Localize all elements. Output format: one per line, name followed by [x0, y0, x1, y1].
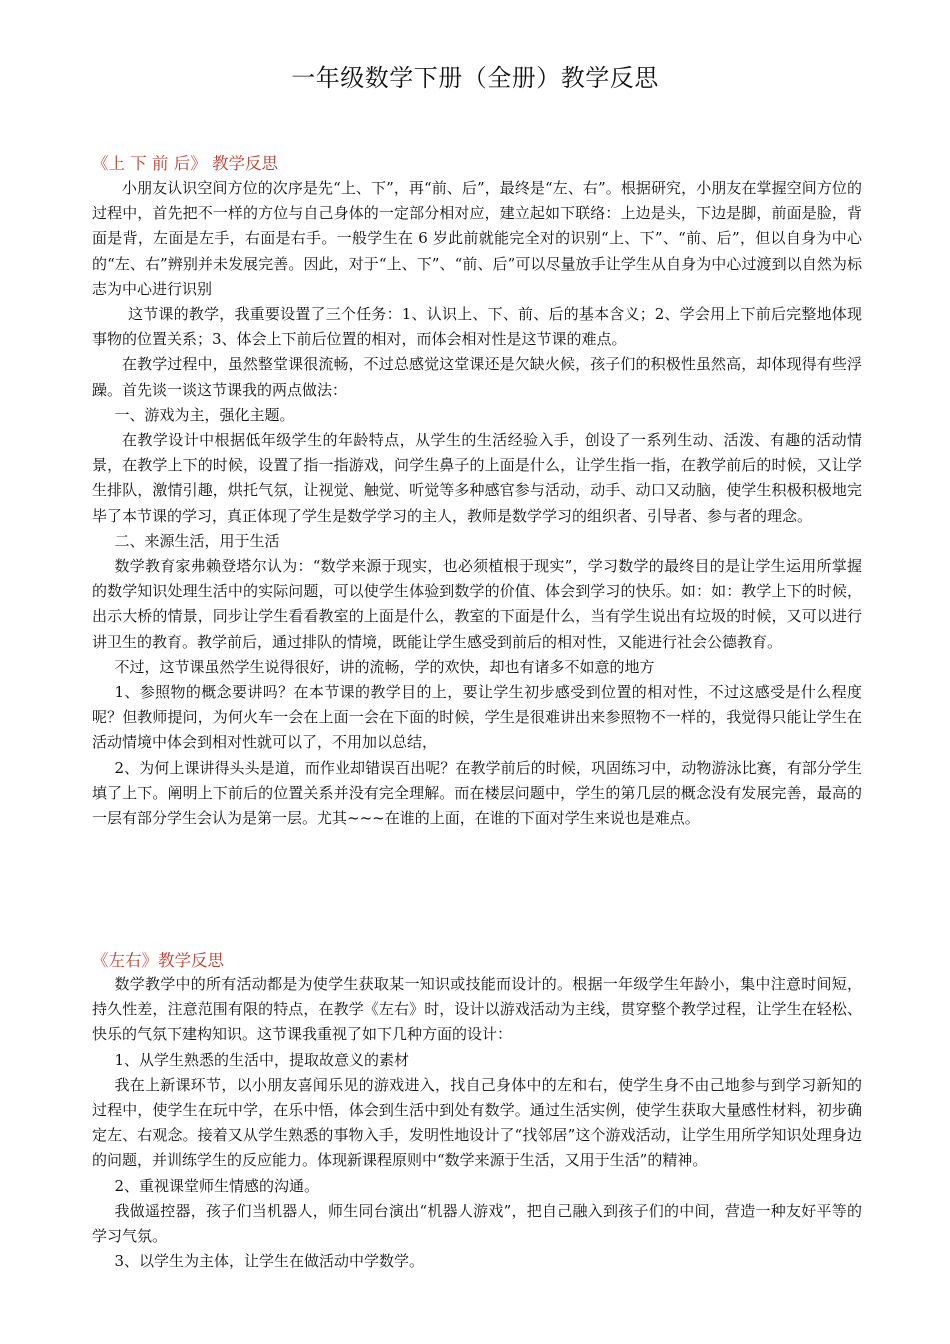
paragraph: 不过，这节课虽然学生说得很好，讲的流畅，学的欢快，却也有诸多不如意的地方 — [114, 657, 655, 676]
paragraph: 小朋友认识空间方位的次序是先“上、下”，再“前、后”，最终是“左、右”。根据研究，小朋友在掌握空间方位的过程中，首先把不一样的方位与自己身体的一定部分相对应，建立起如下联络：上边是头，下边是脚，前面是脸，背面是背，左面是左手，右面是右手。一般学生在 6 岁此前就能完全对的识别“上、下”、“前、后”，但以自身为中心的“左、右”辨别并未发展完善。因此，对于“上、下”、“前、后”可以尽量放手让学生从自身为中心过渡到以自然为标志为中心进行识别 — [92, 179, 862, 298]
paragraph: 2、为何上课讲得头头是道，而作业却错误百出呢？在教学前后的时候，巩固练习中，动物游泳比赛，有部分学生填了上下。阐明上下前后的位置关系并没有完全理解。而在楼层问题中，学生的第几层的概念没有发展完善，最高的一层有部分学生会认为是第一层。尤其~~~在谁的上面，在谁的下面对学生来说也是难点。 — [92, 758, 862, 828]
section1-heading-rest: 教学反思 — [206, 154, 278, 173]
paragraph: 1、参照物的概念要讲吗？在本节课的教学目的上，要让学生初步感受到位置的相对性，不过这感受是什么程度呢？但教师提问，为何火车一会在上面一会在下面的时候，学生是很难讲出来参照物不一样的，我觉得只能让学生在活动情境中体会到相对性就可以了，不用加以总结， — [92, 683, 862, 752]
section2-body — [92, 972, 862, 1274]
section1-heading — [92, 150, 278, 174]
subheading: 一、游戏为主，强化主题。 — [114, 405, 295, 424]
paragraph: 数学教育家弗赖登塔尔认为：“数学来源于现实，也必须植根于现实”，学习数学的最终目的是让学生运用所掌握的数学知识处理生活中的实际问题，可以使学生体验到数学的价值、体会到学习的快乐。如：如：教学上下的时候，出示大桥的情景，同步让学生看看教室的上面是什么，教室的下面是什么，当有学生说出有垃圾的时候，又可以进行讲卫生的教育。教学前后，通过排队的情境，既能让学生感受到前后的相对性，又能进行社会公德教育。 — [92, 557, 862, 651]
paragraph: 数学教学中的所有活动都是为使学生获取某一知识或技能而设计的。根据一年级学生年龄小，集中注意时间短，持久性差，注意范围有限的特点，在教学《左右》时，设计以游戏活动为主线，贯穿整个教学过程，让学生在轻松、快乐的气氛下建构知识。这节课我重视了如下几种方面的设计： — [92, 975, 862, 1044]
section2-heading-text: 《左右》教学反思 — [92, 951, 224, 970]
paragraph: 在教学设计中根据低年级学生的年龄特点，从学生的生活经验入手，创设了一系列生动、活泼、有趣的活动情景，在教学上下的时候，设置了指一指游戏，问学生鼻子的上面是什么，让学生指一指，在教学前后的时候，又让学生排队，激情引趣，烘托气氛，让视觉、触觉、听觉等多种感官参与活动，动手、动口又动脑，使学生积极积极地完毕了本节课的学习，真正体现了学生是数学学习的主人，教师是数学学习的组织者、引导者、参与者的理念。 — [92, 431, 862, 525]
section2-heading — [92, 947, 224, 971]
document-title: 一年级数学下册（全册）教学反思 — [291, 64, 659, 92]
paragraph: 这节课的教学，我重要设置了三个任务：1、认识上、下、前、后的基本含义；2、学会用上下前后完整地体现事物的位置关系；3、体会上下前后位置的相对，而体会相对性是这节课的难点。 — [92, 305, 862, 349]
subheading: 1、从学生熟悉的生活中，提取故意义的素材 — [114, 1050, 410, 1069]
paragraph: 在教学过程中，虽然整堂课很流畅，不过总感觉这堂课还是欠缺火候，孩子们的积极性虽然高，却体现得有些浮躁。首先谈一谈这节课我的两点做法： — [92, 355, 862, 399]
paragraph: 我在上新课环节，以小朋友喜闻乐见的游戏进入，找自己身体中的左和右，使学生身不由己地参与到学习新知的过程中，使学生在玩中学，在乐中悟，体会到生活中到处有数学。通过生活实例，使学生获取大量感性材料，初步确定左、右观念。接着又从学生熟悉的事物入手，发明性地设计了“找邻居”这个游戏活动，让学生用所学知识处理身边的问题，并训练学生的反应能力。体现新课程原则中“数学来源于生活，又用于生活”的精神。 — [92, 1075, 862, 1170]
paragraph: 我做遥控器，孩子们当机器人，师生同台演出“机器人游戏”，把自己融入到孩子们的中间，营造一种友好平等的学习气氛。 — [92, 1201, 862, 1246]
section1-body — [92, 176, 862, 831]
subheading: 二、来源生活，用于生活 — [114, 531, 280, 550]
subheading: 3、以学生为主体，让学生在做活动中学数学。 — [114, 1252, 425, 1271]
section1-heading-book: 《上 下 前 后》 — [92, 154, 207, 173]
subheading: 2、重视课堂师生情感的沟通。 — [114, 1176, 320, 1195]
